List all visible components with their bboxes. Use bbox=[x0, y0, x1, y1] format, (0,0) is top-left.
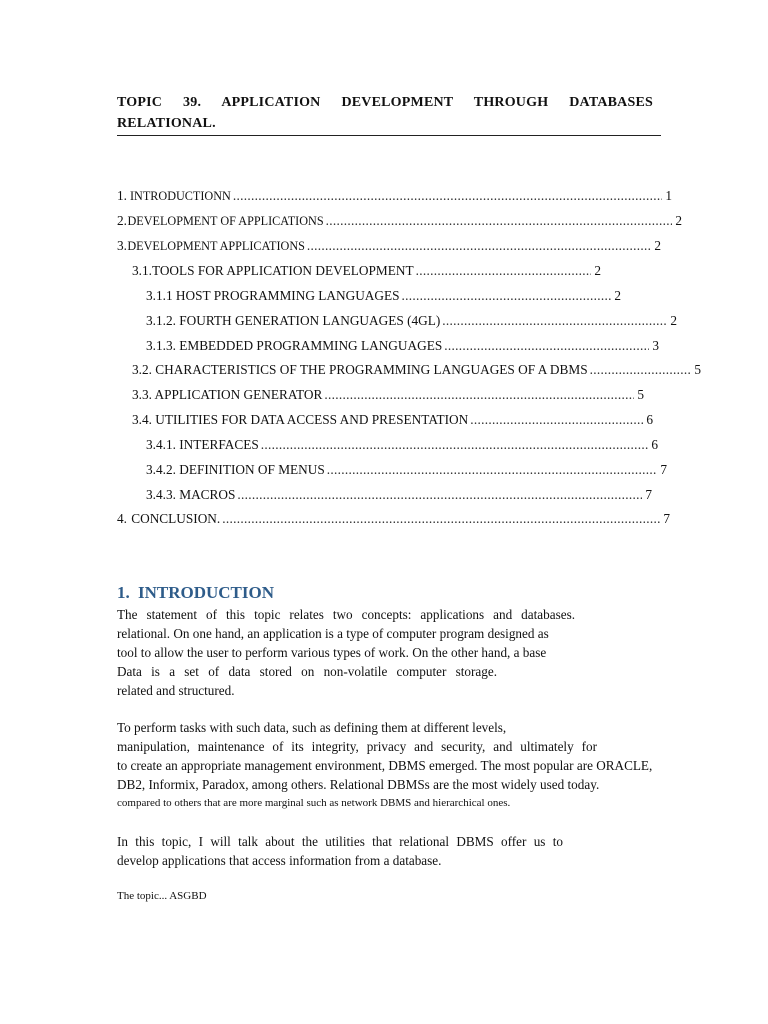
toc-number: 4. bbox=[117, 511, 127, 526]
paragraph-line: DB2, Informix, Paradox, among others. Relational DBMSs are the most widely used today. bbox=[117, 777, 600, 792]
toc-label: 3.4.2. DEFINITION OF MENUS bbox=[146, 462, 325, 477]
toc-label: 3.1.1 HOST PROGRAMMING LANGUAGES bbox=[146, 288, 400, 303]
paragraph-line: compared to others that are more marginal such as network DBMS and hierarchical ones. bbox=[117, 797, 511, 809]
paragraph-line: Data is a set of data stored on non-volatile computer storage. bbox=[117, 664, 497, 679]
toc-page-number: 6 bbox=[646, 412, 653, 427]
toc-item-3-1-2[interactable] bbox=[146, 312, 677, 330]
paragraph-line: relational. On one hand, an application is a type of computer program designed as bbox=[117, 626, 549, 641]
toc-leader bbox=[590, 361, 692, 379]
toc-item-3-1-3[interactable] bbox=[146, 337, 659, 355]
toc-item-3[interactable] bbox=[117, 237, 661, 255]
paragraph-line: related and structured. bbox=[117, 683, 235, 698]
toc-number: 3. bbox=[117, 238, 127, 253]
paragraph-line: The statement of this topic relates two concepts: applications and databases. bbox=[117, 607, 575, 622]
toc-item-4[interactable] bbox=[117, 510, 670, 528]
toc-leader bbox=[416, 262, 592, 280]
toc-page-number: 5 bbox=[637, 387, 644, 402]
section-heading bbox=[117, 583, 274, 603]
toc-label: 3.4. UTILITIES FOR DATA ACCESS AND PRESENTATION bbox=[132, 412, 469, 427]
paragraph-line: manipulation, maintenance of its integrity, privacy and security, and ultimately for bbox=[117, 739, 597, 754]
paragraph-line: To perform tasks with such data, such as defining them at different levels, bbox=[117, 720, 507, 735]
toc-leader bbox=[442, 312, 667, 330]
toc-page-number: 7 bbox=[645, 487, 652, 502]
title-underline bbox=[117, 135, 661, 136]
toc-label: CONCLUSION. bbox=[131, 511, 221, 526]
toc-label: 3.1.3. EMBEDDED PROGRAMMING LANGUAGES bbox=[146, 338, 443, 353]
toc-item-3-4[interactable] bbox=[132, 411, 653, 429]
toc-leader bbox=[327, 461, 658, 479]
toc-leader bbox=[233, 187, 663, 205]
footer-note: The topic... ASGBD bbox=[117, 890, 207, 902]
toc-leader bbox=[324, 386, 634, 404]
toc-page-number: 7 bbox=[663, 511, 670, 526]
toc-page-number: 1 bbox=[665, 188, 672, 203]
toc-label: 3.4.1. INTERFACES bbox=[146, 437, 259, 452]
toc-leader bbox=[222, 510, 660, 528]
toc-label: 3.2. CHARACTERISTICS OF THE PROGRAMMING LANGUAGES OF A DBMS bbox=[132, 362, 588, 377]
section-number: 1. bbox=[117, 583, 130, 602]
toc-label: 3.3. APPLICATION GENERATOR bbox=[132, 387, 323, 402]
paragraph-line: to create an appropriate management environment, DBMS emerged. The most popular are ORACLE, bbox=[117, 758, 653, 773]
toc-leader bbox=[470, 411, 643, 429]
toc-label: 3.1.2. FOURTH GENERATION LANGUAGES (4GL) bbox=[146, 313, 441, 328]
toc-page-number: 6 bbox=[651, 437, 658, 452]
toc-leader bbox=[444, 337, 649, 355]
toc-label: 3.1.TOOLS FOR APPLICATION DEVELOPMENT bbox=[132, 263, 414, 278]
title-line-1: TOPIC 39. APPLICATION DEVELOPMENT THROUGH DATABASES bbox=[117, 95, 653, 110]
toc-label: DEVELOPMENT OF APPLICATIONS bbox=[127, 214, 324, 228]
paragraph-line: develop applications that access information from a database. bbox=[117, 853, 442, 868]
toc-label: DEVELOPMENT APPLICATIONS bbox=[127, 239, 305, 253]
toc-page-number: 2 bbox=[594, 263, 601, 278]
toc-page-number: 2 bbox=[670, 313, 677, 328]
toc-item-3-4-1[interactable] bbox=[146, 436, 658, 454]
toc-item-3-1[interactable] bbox=[132, 262, 601, 280]
toc-item-3-2[interactable] bbox=[132, 361, 701, 379]
paragraph-1 bbox=[117, 605, 575, 700]
toc-number: 2. bbox=[117, 213, 127, 228]
toc-item-1[interactable] bbox=[117, 187, 672, 205]
paragraph-2 bbox=[117, 718, 687, 813]
toc-item-3-4-3[interactable] bbox=[146, 486, 652, 504]
toc-page-number: 2 bbox=[675, 213, 682, 228]
toc-item-2[interactable] bbox=[117, 212, 682, 230]
toc-leader bbox=[237, 486, 642, 504]
toc-page-number: 7 bbox=[660, 462, 667, 477]
title-line-2: RELATIONAL. bbox=[117, 116, 216, 131]
toc-page-number: 5 bbox=[694, 362, 701, 377]
toc-number: 1. bbox=[117, 188, 127, 203]
paragraph-line: tool to allow the user to perform various types of work. On the other hand, a base bbox=[117, 645, 547, 660]
toc-page-number: 2 bbox=[654, 238, 661, 253]
toc-item-3-3[interactable] bbox=[132, 386, 644, 404]
toc-leader bbox=[402, 287, 612, 305]
toc-leader bbox=[326, 212, 673, 230]
paragraph-3 bbox=[117, 832, 563, 870]
toc-page-number: 3 bbox=[652, 338, 659, 353]
document-title bbox=[117, 92, 653, 134]
toc-label: 3.4.3. MACROS bbox=[146, 487, 236, 502]
toc-leader bbox=[261, 436, 649, 454]
section-title: INTRODUCTION bbox=[138, 583, 275, 602]
toc-item-3-1-1[interactable] bbox=[146, 287, 621, 305]
toc-item-3-4-2[interactable] bbox=[146, 461, 667, 479]
paragraph-line: In this topic, I will talk about the utilities that relational DBMS offer us to bbox=[117, 834, 563, 849]
toc-label: INTRODUCTIONN bbox=[129, 189, 231, 203]
toc-page-number: 2 bbox=[614, 288, 621, 303]
toc-leader bbox=[307, 237, 651, 255]
